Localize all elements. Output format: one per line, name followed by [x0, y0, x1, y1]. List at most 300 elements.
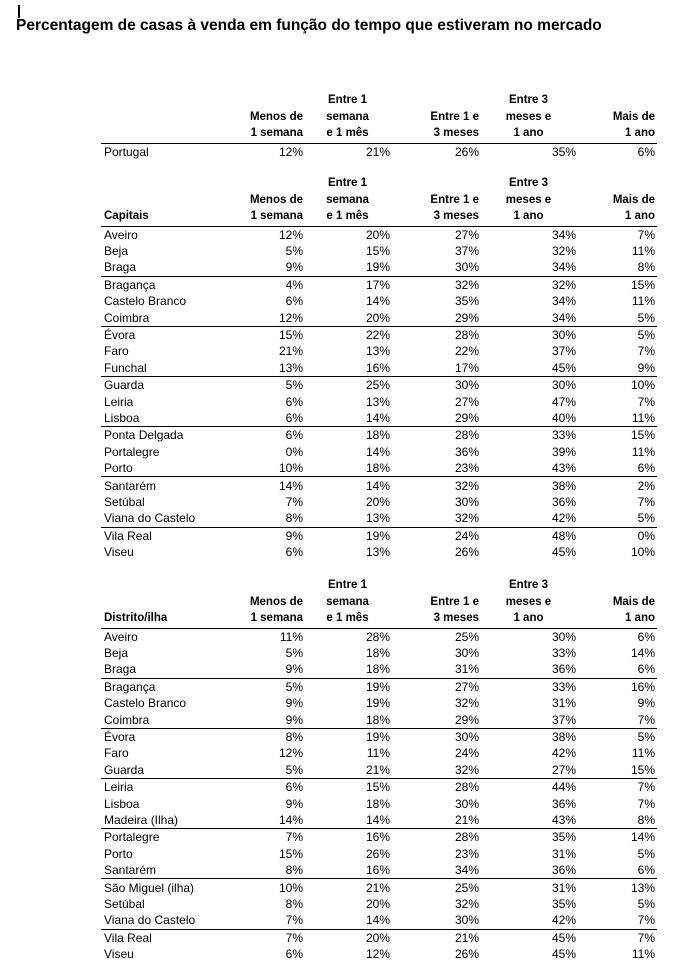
- percentage-cell: 7%: [578, 779, 657, 796]
- percentage-cell: 35%: [454, 294, 479, 309]
- percentage-cell: 10%: [278, 461, 303, 476]
- percentage-cell: 35%: [551, 896, 576, 911]
- percentage-cell: 30%: [454, 796, 479, 811]
- percentage-cell: 25%: [392, 879, 481, 896]
- column-header: [229, 577, 305, 628]
- percentage-cell: 23%: [454, 846, 479, 861]
- table-row: [101, 912, 657, 929]
- percentage-cell: 26%: [454, 545, 479, 560]
- percentage-cell: 30%: [454, 646, 479, 661]
- percentage-cell: 30%: [454, 913, 479, 928]
- column-header-line: Entre 1 e: [430, 595, 479, 608]
- percentage-cell: 9%: [637, 696, 655, 711]
- percentage-cell: 6%: [637, 662, 655, 677]
- percentage-cell: 11%: [631, 244, 655, 259]
- row-label: Faro: [104, 746, 129, 761]
- table-row: [101, 460, 657, 477]
- row-label: Lisboa: [104, 796, 140, 811]
- percentage-cell: 17%: [305, 276, 392, 293]
- percentage-cell: 10%: [229, 879, 305, 896]
- row-label: Guarda: [104, 762, 145, 777]
- percentage-cell: 7%: [637, 796, 655, 811]
- percentage-cell: 5%: [637, 846, 655, 861]
- table-row: [101, 695, 657, 711]
- percentage-cell: 16%: [578, 678, 657, 695]
- percentage-cell: 45%: [551, 545, 576, 560]
- percentage-cell: 29%: [454, 712, 479, 727]
- row-label: Leiria: [101, 779, 229, 796]
- table-row: [101, 862, 657, 879]
- percentage-cell: 6%: [285, 294, 303, 309]
- percentage-cell: 8%: [229, 728, 305, 745]
- percentage-cell: 12%: [278, 144, 303, 159]
- row-label: Castelo Branco: [104, 696, 187, 711]
- table-label: [101, 92, 229, 143]
- percentage-cell: 28%: [392, 829, 481, 846]
- percentage-cell: 33%: [481, 427, 578, 444]
- percentage-cell: 31%: [551, 696, 576, 711]
- percentage-cell: 6%: [285, 410, 303, 425]
- percentage-cell: 9%: [285, 662, 303, 677]
- column-header: [305, 92, 392, 143]
- percentage-cell: 31%: [551, 846, 576, 861]
- percentage-cell: 7%: [637, 344, 655, 359]
- percentage-cell: 36%: [551, 662, 576, 677]
- percentage-cell: 38%: [481, 477, 578, 494]
- percentage-cell: 31%: [454, 662, 479, 677]
- table-label: Capitais: [101, 175, 229, 226]
- percentage-cell: 9%: [285, 260, 303, 275]
- percentage-cell: 8%: [637, 812, 655, 827]
- percentage-cell: 39%: [551, 444, 576, 459]
- percentage-cell: 6%: [637, 863, 655, 878]
- column-header-row: [101, 92, 657, 143]
- percentage-cell: 5%: [637, 511, 655, 526]
- percentage-cell: 24%: [454, 746, 479, 761]
- table-row: [101, 896, 657, 912]
- table-row: [101, 645, 657, 661]
- percentage-cell: 5%: [637, 896, 655, 911]
- table-row: [101, 879, 657, 896]
- percentage-cell: 6%: [285, 394, 303, 409]
- percentage-cell: 36%: [551, 494, 576, 509]
- table-row: [101, 510, 657, 527]
- table-row: [101, 377, 657, 394]
- percentage-cell: 26%: [454, 947, 479, 962]
- table-row: [101, 779, 657, 796]
- column-header: [481, 577, 578, 628]
- percentage-cell: 20%: [365, 494, 390, 509]
- row-label: Beja: [104, 244, 129, 259]
- percentage-cell: 34%: [551, 227, 576, 242]
- column-header-line: Entre 1: [328, 579, 367, 591]
- percentage-cell: 37%: [551, 712, 576, 727]
- column-header: [578, 92, 657, 143]
- percentage-cell: 28%: [392, 779, 481, 796]
- percentage-cell: 7%: [285, 913, 303, 928]
- percentage-cell: 24%: [392, 527, 481, 544]
- row-label: Madeira (Ilha): [104, 812, 179, 827]
- percentage-cell: 26%: [454, 144, 479, 159]
- column-header-line: Entre 1 e: [430, 110, 479, 123]
- row-label: Vila Real: [101, 527, 229, 544]
- percentage-cell: 5%: [578, 326, 657, 343]
- column-header-line: 1 ano: [624, 127, 655, 139]
- percentage-cell: 13%: [365, 511, 390, 526]
- portugal-table: [101, 92, 657, 160]
- percentage-cell: 6%: [637, 629, 655, 644]
- capitais-table: [101, 175, 657, 560]
- percentage-cell: 7%: [578, 929, 657, 946]
- row-label: Braga: [104, 260, 137, 275]
- table-row: [101, 393, 657, 409]
- row-label: Beja: [104, 646, 129, 661]
- percentage-cell: 14%: [229, 477, 305, 494]
- percentage-cell: 5%: [285, 762, 303, 777]
- column-header: [229, 92, 305, 143]
- percentage-cell: 32%: [454, 762, 479, 777]
- column-header-row: [101, 577, 657, 628]
- column-header-line: semana: [326, 110, 369, 123]
- row-label: Aveiro: [104, 227, 138, 242]
- percentage-cell: 9%: [637, 360, 655, 375]
- percentage-cell: 6%: [637, 144, 655, 159]
- percentage-cell: 25%: [305, 377, 392, 394]
- column-header-line: Mais de: [612, 193, 655, 206]
- percentage-cell: 20%: [365, 227, 390, 242]
- percentage-cell: 11%: [279, 629, 303, 644]
- percentage-cell: 10%: [630, 545, 655, 560]
- percentage-cell: 22%: [305, 326, 392, 343]
- table-row: [101, 661, 657, 678]
- table-row: [101, 494, 657, 510]
- percentage-cell: 20%: [365, 310, 390, 325]
- column-header-line: e 1 mês: [326, 210, 369, 222]
- percentage-cell: 14%: [365, 294, 390, 309]
- percentage-cell: 10%: [578, 377, 657, 394]
- percentage-cell: 12%: [278, 310, 303, 325]
- percentage-cell: 5%: [285, 244, 303, 259]
- percentage-cell: 7%: [637, 913, 655, 928]
- percentage-cell: 45%: [551, 947, 576, 962]
- row-label: Castelo Branco: [104, 294, 187, 309]
- percentage-cell: 5%: [285, 646, 303, 661]
- percentage-cell: 6%: [285, 947, 303, 962]
- row-label: Viana do Castelo: [104, 511, 196, 526]
- table-label: Distrito/ilha: [101, 577, 229, 628]
- table-row: [101, 410, 657, 427]
- percentage-cell: 5%: [229, 377, 305, 394]
- column-header-line: Entre 3: [509, 579, 548, 591]
- percentage-cell: 37%: [454, 244, 479, 259]
- percentage-cell: 7%: [637, 227, 655, 242]
- percentage-cell: 13%: [278, 360, 303, 375]
- row-label: Portalegre: [104, 444, 160, 459]
- table-row: [101, 309, 657, 326]
- table-row: [101, 846, 657, 862]
- column-header: [578, 175, 657, 226]
- percentage-cell: 14%: [365, 410, 390, 425]
- row-label: Coimbra: [104, 712, 150, 727]
- percentage-cell: 43%: [551, 461, 576, 476]
- percentage-cell: 18%: [365, 461, 390, 476]
- column-header-line: Entre 3: [509, 94, 548, 106]
- percentage-cell: 14%: [365, 913, 390, 928]
- row-label: Vila Real: [101, 929, 229, 946]
- column-header: [305, 175, 392, 226]
- percentage-cell: 27%: [454, 394, 479, 409]
- percentage-cell: 9%: [285, 796, 303, 811]
- percentage-cell: 4%: [229, 276, 305, 293]
- column-header-line: 3 meses: [433, 612, 479, 624]
- percentage-cell: 11%: [631, 294, 655, 309]
- column-header-row: [101, 175, 657, 226]
- percentage-cell: 0%: [578, 527, 657, 544]
- percentage-cell: 5%: [229, 678, 305, 695]
- table-row: [101, 427, 657, 444]
- percentage-cell: 19%: [365, 696, 390, 711]
- table-row: [101, 444, 657, 460]
- percentage-cell: 15%: [578, 276, 657, 293]
- percentage-cell: 35%: [481, 829, 578, 846]
- percentage-cell: 21%: [454, 812, 479, 827]
- percentage-cell: 37%: [551, 344, 576, 359]
- percentage-cell: 11%: [631, 444, 655, 459]
- row-label: Santarém: [101, 477, 229, 494]
- column-header-line: meses e: [505, 110, 552, 123]
- percentage-cell: 22%: [454, 344, 479, 359]
- row-label: Coimbra: [104, 310, 150, 325]
- percentage-cell: 42%: [551, 913, 576, 928]
- percentage-cell: 5%: [637, 310, 655, 325]
- percentage-cell: 23%: [454, 461, 479, 476]
- percentage-cell: 16%: [365, 360, 390, 375]
- row-label: Viseu: [104, 947, 134, 962]
- percentage-cell: 40%: [551, 410, 576, 425]
- percentage-cell: 13%: [365, 545, 390, 560]
- row-label: Portugal: [104, 144, 149, 159]
- column-header: [481, 92, 578, 143]
- percentage-cell: 19%: [365, 260, 390, 275]
- percentage-cell: 45%: [481, 929, 578, 946]
- percentage-cell: 21%: [365, 762, 390, 777]
- percentage-cell: 20%: [305, 929, 392, 946]
- percentage-cell: 30%: [481, 326, 578, 343]
- row-label: São Miguel (ilha): [101, 879, 229, 896]
- percentage-cell: 12%: [278, 227, 303, 242]
- percentage-cell: 8%: [285, 511, 303, 526]
- column-header-line: Menos de: [249, 193, 303, 206]
- column-header-line: 1 semana: [250, 127, 303, 139]
- percentage-cell: 15%: [578, 427, 657, 444]
- percentage-cell: 32%: [481, 276, 578, 293]
- table-row: [101, 929, 657, 946]
- percentage-cell: 15%: [229, 326, 305, 343]
- column-header-line: e 1 mês: [326, 127, 369, 139]
- column-header-line: 1 ano: [624, 210, 655, 222]
- percentage-cell: 7%: [637, 712, 655, 727]
- percentage-cell: 45%: [551, 360, 576, 375]
- column-header: [392, 175, 481, 226]
- table-row: [101, 343, 657, 359]
- percentage-cell: 5%: [578, 728, 657, 745]
- row-label: Santarém: [104, 863, 157, 878]
- column-header-line: 3 meses: [433, 127, 479, 139]
- percentage-cell: 14%: [365, 444, 390, 459]
- percentage-cell: 14%: [365, 812, 390, 827]
- row-label: Guarda: [101, 377, 229, 394]
- table-row: [101, 276, 657, 293]
- percentage-cell: 34%: [551, 310, 576, 325]
- table-row: [101, 678, 657, 695]
- percentage-cell: 11%: [631, 947, 655, 962]
- row-label: Leiria: [104, 394, 134, 409]
- column-header: [392, 577, 481, 628]
- percentage-cell: 48%: [481, 527, 578, 544]
- percentage-cell: 21%: [278, 344, 303, 359]
- row-label: Ponta Delgada: [101, 427, 229, 444]
- percentage-cell: 6%: [229, 427, 305, 444]
- percentage-cell: 34%: [551, 260, 576, 275]
- percentage-cell: 28%: [392, 427, 481, 444]
- column-header-line: 1 semana: [250, 210, 303, 222]
- column-header-line: 1 ano: [513, 127, 544, 139]
- percentage-cell: 18%: [305, 427, 392, 444]
- percentage-cell: 27%: [551, 762, 576, 777]
- percentage-cell: 20%: [365, 896, 390, 911]
- percentage-cell: 32%: [551, 244, 576, 259]
- column-header-line: Entre 1: [328, 94, 367, 106]
- table-row: [101, 728, 657, 745]
- percentage-cell: 19%: [305, 678, 392, 695]
- percentage-cell: 0%: [285, 444, 303, 459]
- column-header: [229, 175, 305, 226]
- percentage-cell: 14%: [578, 829, 657, 846]
- percentage-cell: 8%: [285, 896, 303, 911]
- column-header-line: 1 ano: [624, 612, 655, 624]
- row-label: Viseu: [104, 545, 134, 560]
- row-label: Portalegre: [101, 829, 229, 846]
- table-row: [101, 477, 657, 494]
- table-row: [101, 143, 657, 160]
- column-header-line: Entre 1 e: [430, 193, 479, 206]
- percentage-cell: 21%: [392, 929, 481, 946]
- percentage-cell: 15%: [630, 762, 655, 777]
- column-header-line: Entre 3: [509, 177, 548, 189]
- percentage-cell: 19%: [305, 527, 392, 544]
- percentage-cell: 15%: [305, 779, 392, 796]
- table-row: [101, 711, 657, 728]
- percentage-cell: 7%: [637, 394, 655, 409]
- column-header-line: semana: [326, 595, 369, 608]
- percentage-cell: 12%: [365, 947, 390, 962]
- row-label: Braga: [104, 662, 137, 677]
- percentage-cell: 31%: [481, 879, 578, 896]
- table-row: [101, 259, 657, 276]
- table-row: [101, 226, 657, 243]
- column-header: [481, 175, 578, 226]
- percentage-cell: 30%: [481, 377, 578, 394]
- percentage-cell: 14%: [630, 646, 655, 661]
- table-row: [101, 628, 657, 645]
- percentage-cell: 32%: [454, 896, 479, 911]
- percentage-cell: 28%: [365, 629, 390, 644]
- percentage-cell: 30%: [454, 494, 479, 509]
- column-header: [305, 577, 392, 628]
- row-label: Setúbal: [104, 494, 145, 509]
- percentage-cell: 42%: [551, 746, 576, 761]
- percentage-cell: 44%: [481, 779, 578, 796]
- column-header-line: e 1 mês: [326, 612, 369, 624]
- percentage-cell: 19%: [305, 728, 392, 745]
- percentage-cell: 15%: [278, 846, 303, 861]
- percentage-cell: 29%: [454, 410, 479, 425]
- percentage-cell: 18%: [365, 796, 390, 811]
- column-header-line: 1 semana: [250, 612, 303, 624]
- percentage-cell: 14%: [278, 812, 303, 827]
- percentage-cell: 9%: [285, 696, 303, 711]
- page-title: Percentagem de casas à venda em função do tempo que estiveram no mercado: [16, 17, 602, 34]
- percentage-cell: 7%: [637, 494, 655, 509]
- table-row: [101, 795, 657, 811]
- row-label: Aveiro: [104, 629, 138, 644]
- table-row: [101, 829, 657, 846]
- percentage-cell: 2%: [578, 477, 657, 494]
- table-row: [101, 293, 657, 309]
- percentage-cell: 32%: [392, 477, 481, 494]
- percentage-cell: 18%: [365, 712, 390, 727]
- table-row: [101, 544, 657, 560]
- percentage-cell: 38%: [481, 728, 578, 745]
- percentage-cell: 43%: [551, 812, 576, 827]
- percentage-cell: 21%: [305, 879, 392, 896]
- table-row: [101, 762, 657, 779]
- percentage-cell: 6%: [637, 461, 655, 476]
- column-header: [578, 577, 657, 628]
- percentage-cell: 17%: [454, 360, 479, 375]
- percentage-cell: 36%: [551, 863, 576, 878]
- table-row: [101, 745, 657, 761]
- row-label: Setúbal: [104, 896, 145, 911]
- row-label: Lisboa: [104, 410, 140, 425]
- percentage-cell: 30%: [454, 260, 479, 275]
- percentage-cell: 25%: [454, 629, 479, 644]
- row-label: Faro: [104, 344, 129, 359]
- table-row: [101, 326, 657, 343]
- column-header-line: Mais de: [612, 110, 655, 123]
- table-row: [101, 243, 657, 259]
- percentage-cell: 18%: [365, 646, 390, 661]
- percentage-cell: 30%: [551, 629, 576, 644]
- percentage-cell: 9%: [285, 712, 303, 727]
- percentage-cell: 36%: [454, 444, 479, 459]
- percentage-cell: 26%: [365, 846, 390, 861]
- column-header-line: Menos de: [249, 595, 303, 608]
- percentage-cell: 15%: [365, 244, 390, 259]
- percentage-cell: 32%: [454, 696, 479, 711]
- percentage-cell: 33%: [551, 646, 576, 661]
- row-label: Évora: [101, 326, 229, 343]
- column-header-line: meses e: [505, 595, 552, 608]
- percentage-cell: 9%: [229, 527, 305, 544]
- percentage-cell: 42%: [551, 511, 576, 526]
- percentage-cell: 32%: [454, 511, 479, 526]
- percentage-cell: 30%: [392, 728, 481, 745]
- table-row: [101, 527, 657, 544]
- row-label: Viana do Castelo: [104, 913, 196, 928]
- percentage-cell: 33%: [481, 678, 578, 695]
- percentage-cell: 18%: [365, 662, 390, 677]
